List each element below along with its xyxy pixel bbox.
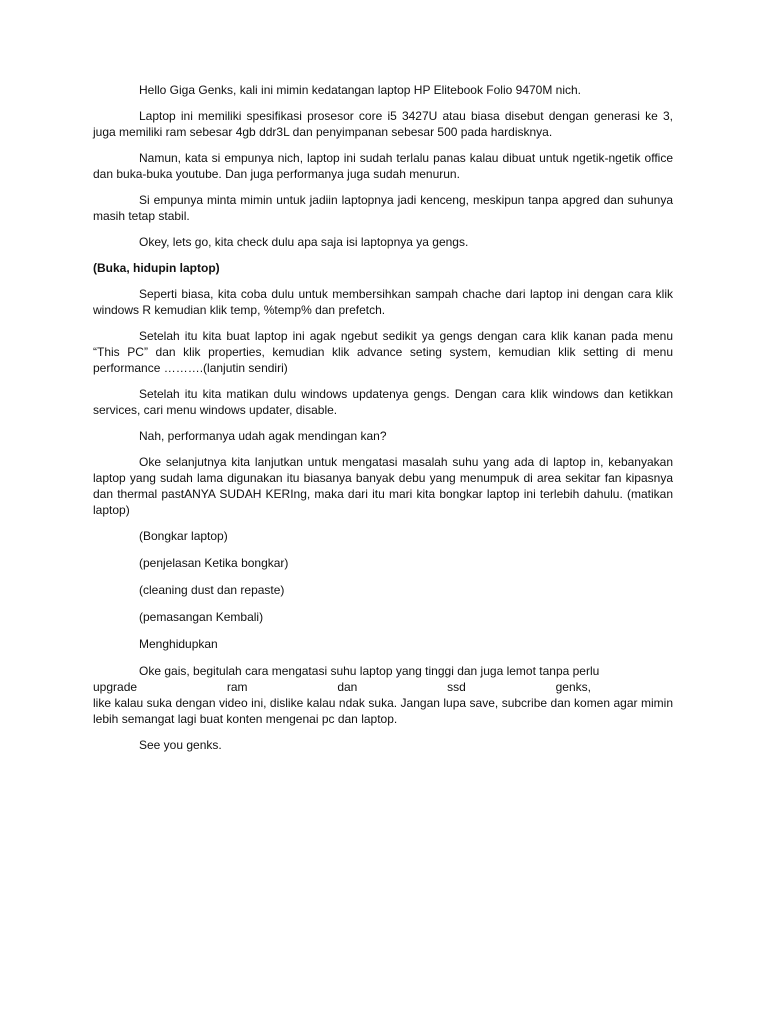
heading-buka-hidupin: (Buka, hidupin laptop) xyxy=(93,261,220,275)
step-pemasangan: (pemasangan Kembali) xyxy=(139,610,264,624)
closing-line-2 xyxy=(93,679,673,695)
paragraph-temperature: Oke selanjutnya kita lanjutkan untuk mengatasi masalah suhu yang ada di laptop in, kebanyakan laptop yang sudah lama digunakan itu biasanya banyak debu yang menumpuk di area sekitar fan kipasnya dan thermal pastANYA SUDAH KERIng, maka dari itu mari kita bongkar laptop ini terlebih dahulu. (matikan laptop) xyxy=(93,455,673,517)
paragraph-clean-cache: Seperti biasa, kita coba dulu untuk membersihkan sampah chache dari laptop ini dengan cara klik windows R kemudian klik temp, %temp% dan prefetch. xyxy=(93,287,673,317)
closing-word: upgrade xyxy=(93,680,138,694)
step-bongkar: (Bongkar laptop) xyxy=(139,529,228,543)
closing-word: ram xyxy=(226,680,248,694)
closing-word: genks, xyxy=(555,680,591,694)
closing-rest: like kalau suka dengan video ini, dislike kalau ndak suka. Jangan lupa save, subcribe dan komen agar mimin lebih semangat lagi buat konten mengenai pc dan laptop. xyxy=(93,696,673,726)
paragraph-see-you: See you genks. xyxy=(139,738,222,752)
step-penjelasan: (penjelasan Ketika bongkar) xyxy=(139,556,289,570)
paragraph-windows-update: Setelah itu kita matikan dulu windows updatenya gengs. Dengan cara klik windows dan ketikkan services, cari menu windows updater, disable. xyxy=(93,387,673,417)
step-menghidupkan: Menghidupkan xyxy=(139,637,218,651)
step-cleaning: (cleaning dust dan repaste) xyxy=(139,583,285,597)
paragraph-better: Nah, performanya udah agak mendingan kan? xyxy=(139,429,387,443)
paragraph-specs: Laptop ini memiliki spesifikasi prosesor core i5 3427U atau biasa disebut dengan generasi ke 3, juga memiliki ram sebesar 4gb ddr3L dan penyimpanan sebesar 500 pada hardisknya. xyxy=(93,109,673,139)
paragraph-performance: Setelah itu kita buat laptop ini agak ngebut sedikit ya gengs dengan cara klik kanan pada menu “This PC” dan klik properties, kemudian klik advance seting system, kemudian klik setting di menu performance ……….(lanjutin sendiri) xyxy=(93,329,673,375)
closing-word: ssd xyxy=(447,680,466,694)
closing-word: dan xyxy=(337,680,358,694)
paragraph-request: Si empunya minta mimin untuk jadiin laptopnya jadi kenceng, meskipun tanpa apgred dan suhunya masih tetap stabil. xyxy=(93,193,673,223)
paragraph-problem: Namun, kata si empunya nich, laptop ini sudah terlalu panas kalau dibuat untuk ngetik-ngetik office dan buka-buka youtube. Dan juga performanya juga sudah menurun. xyxy=(93,151,673,181)
paragraph-lets-go: Okey, lets go, kita check dulu apa saja isi laptopnya ya gengs. xyxy=(139,235,469,249)
paragraph-intro: Hello Giga Genks, kali ini mimin kedatangan laptop HP Elitebook Folio 9470M nich. xyxy=(139,83,582,97)
paragraph-closing xyxy=(93,663,673,727)
closing-line-1: Oke gais, begitulah cara mengatasi suhu laptop yang tinggi dan juga lemot tanpa perlu xyxy=(139,664,600,678)
document-body xyxy=(93,82,673,763)
